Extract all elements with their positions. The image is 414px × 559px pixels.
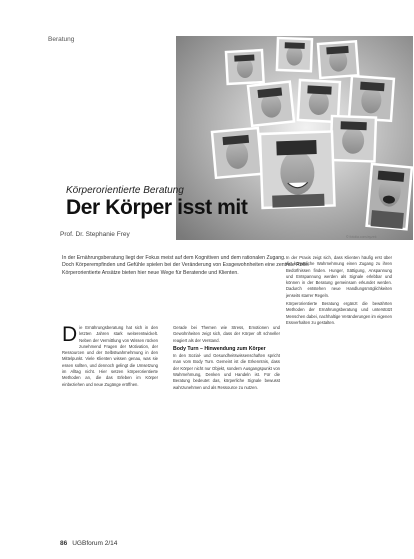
column-2-subhead: Body Turn – Hinwendung zum Körper (173, 345, 266, 352)
column-2-text: Gerade bei Themen wie Stress, Emotionen und Gewohnheiten zeigt sich, dass der Körper oft schneller reagiert als der Verstand. (173, 325, 280, 343)
column-3-text: In der Praxis zeigt sich, dass Klienten häufig erst über die körperliche Wahrnehmung einen Zugang zu ihren Bedürfnissen finden. Hunger, Sättigung, Anspannung und Entspannung werden als Signale erlebbar und können in der Beratung gemeinsam erkundet werden. Dadurch entstehen neue Handlungsmöglichkeiten jenseits starrer Regeln. (286, 255, 392, 298)
body-column-1 (62, 325, 158, 388)
column-2-text-2: In den Sozial- und Gesundheitswissenschaften spricht man vom Body Turn. Gemeint ist die Erkenntnis, dass der Körper nicht nur Objekt, sondern Ausgangspunkt von Wahrnehmung, Denken und Handeln ist. Für die Beratung bedeutet das, körperliche Signale bewusst wahrzunehmen und als Ressource zu nutzen. (173, 353, 280, 390)
column-1-text: ie Ernährungsberatung hat sich in den letzten Jahren stark weiterentwickelt. Neben der Vermittlung von Wissen rücken zunehmend Fragen der Motivation, der Ressourcen und der Selbstwahrnehmung in den Mittelpunkt. Viele Klienten wissen genau, was sie essen sollten, und dennoch gelingt die Umsetzung im Alltag nicht. Hier setzen körperorientierte Methoden an, die das Erleben im Körper einbeziehen und neue Zugänge eröffnen. (62, 325, 158, 387)
column-3-text-2: Körperorientierte Beratung ergänzt die bewährten Methoden der Ernährungsberatung und unterstützt Menschen dabei, nachhaltige Veränderungen im eigenen Essverhalten zu gestalten. (286, 301, 392, 325)
drop-cap: D (62, 323, 78, 346)
photo-credit: © fotolia.com/ayzek (346, 235, 377, 239)
intro-line-2: Doch Körperempfinden und Gefühle spielen bei der Veränderung von Essgewohnheiten eine zentrale Rolle. (62, 262, 310, 269)
page-number: 86 (60, 540, 68, 547)
intro-line-1: In der Ernährungsberatung liegt der Fokus meist auf dem Kognitiven und dem rationalen Zugang. (62, 255, 286, 261)
article-kicker: Körperorientierte Beratung (66, 185, 184, 196)
article-title: Der Körper isst mit (66, 196, 248, 219)
article-author: Prof. Dr. Stephanie Frey (60, 231, 130, 238)
page-footer (60, 540, 117, 547)
body-column-3 (286, 255, 392, 328)
publication-name: UGBforum 2/14 (72, 540, 118, 547)
section-label: Beratung (48, 36, 75, 43)
body-column-2 (173, 325, 280, 393)
intro-line-3: Körperorientierte Ansätze bieten hier neue Wege für Beratende und Klienten. (62, 269, 239, 276)
